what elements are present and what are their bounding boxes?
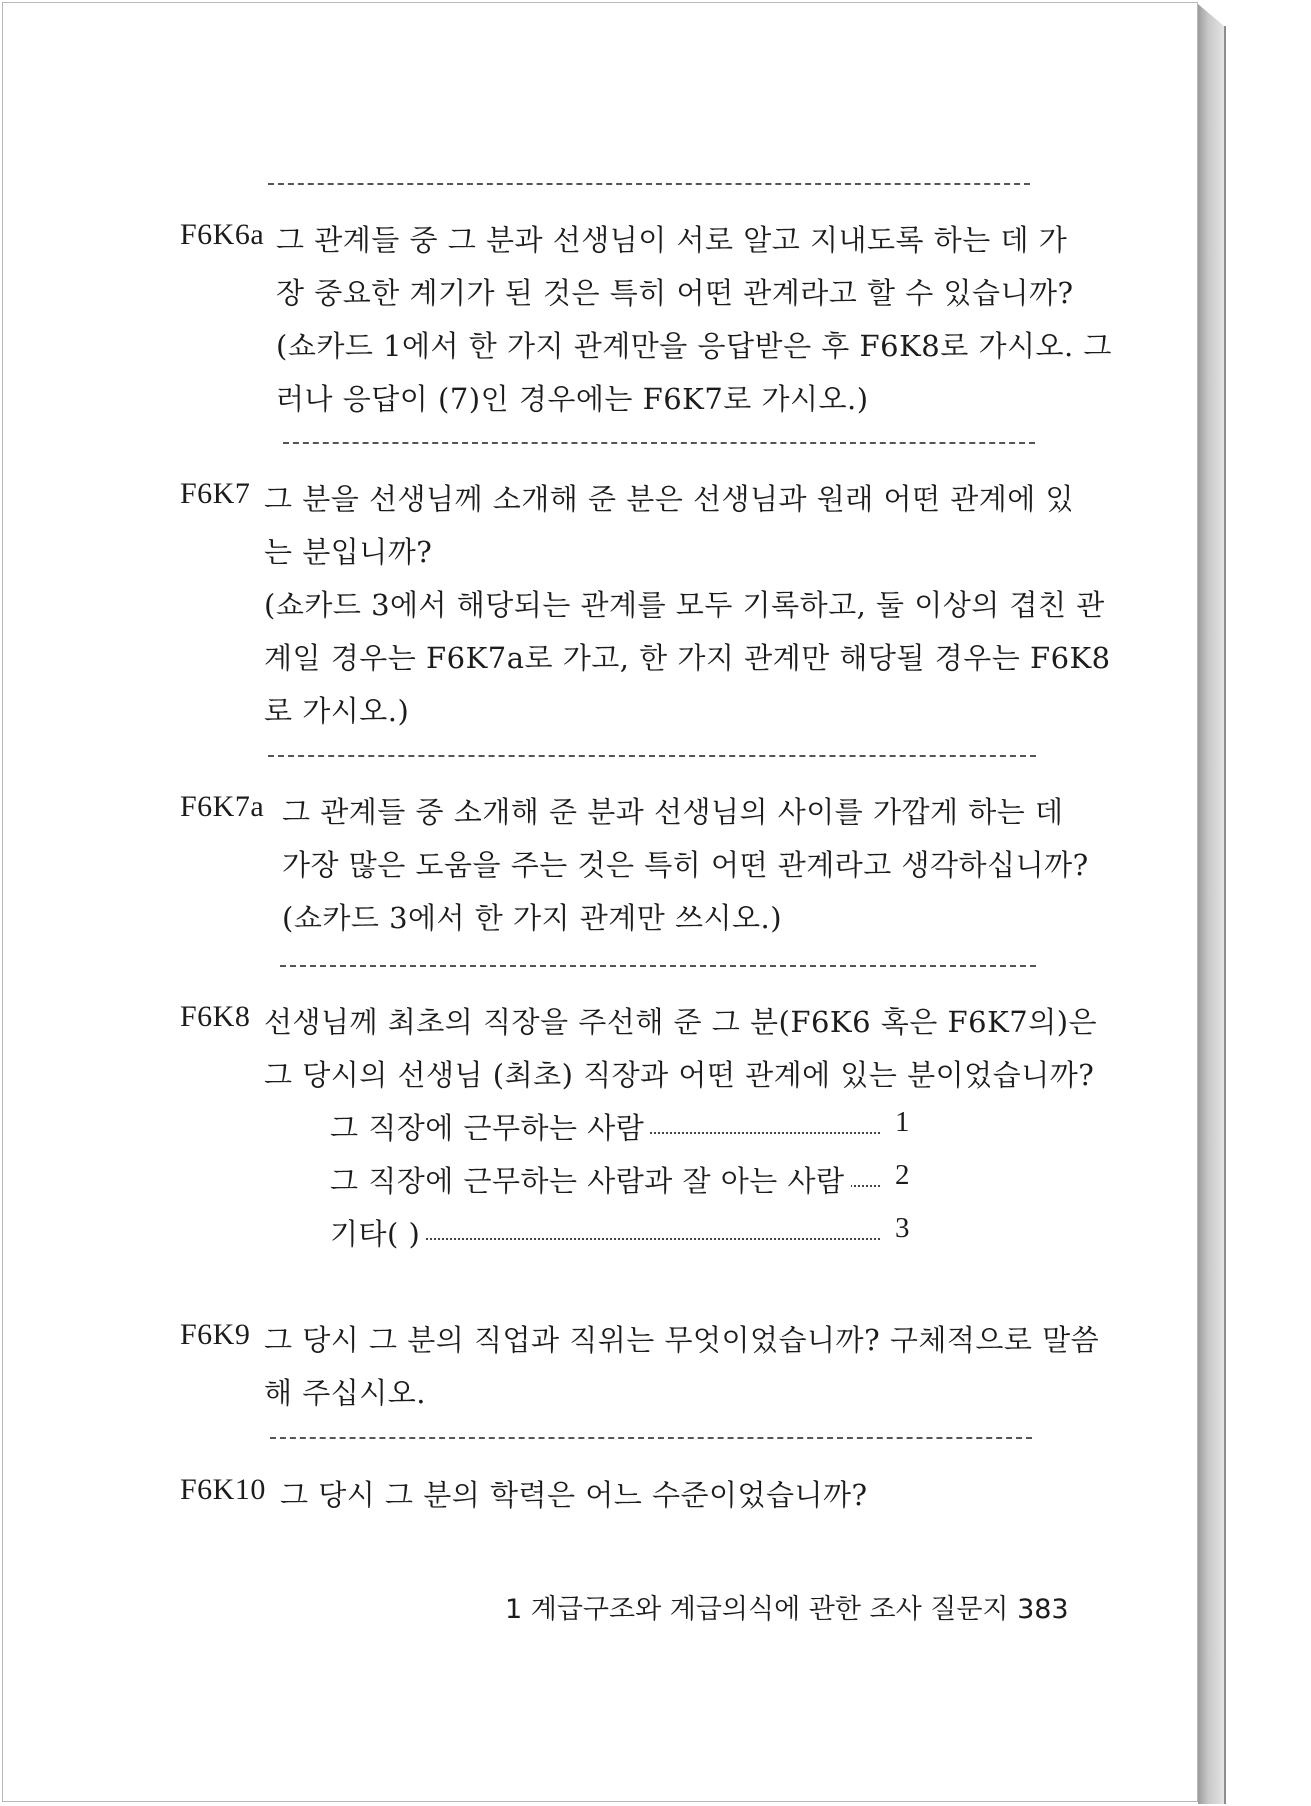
instruction-line: (쇼카드 1에서 한 가지 관계만을 응답받은 후 F6K8로 가시오. 그	[276, 329, 1112, 363]
question-f6k10	[180, 1473, 1040, 1523]
question-f6k9	[180, 1318, 1100, 1418]
dashed-separator	[268, 755, 1036, 757]
question-code: F6K9	[180, 1318, 251, 1351]
question-f6k8	[180, 1000, 1098, 1260]
answer-option-label: 그 직장에 근무하는 사람과 잘 아는 사람	[330, 1159, 851, 1200]
question-code: F6K7a	[180, 790, 265, 823]
answer-option-label: 그 직장에 근무하는 사람	[330, 1106, 650, 1147]
question-code: F6K6a	[180, 218, 265, 251]
question-f6k7	[180, 477, 1111, 728]
dashed-separator	[268, 183, 1030, 185]
answer-option-1	[330, 1106, 910, 1145]
instruction-line: 계일 경우는 F6K7a로 가고, 한 가지 관계만 해당될 경우는 F6K8	[264, 641, 1111, 675]
question-line: 그 분을 선생님께 소개해 준 분은 선생님과 원래 어떤 관계에 있	[264, 482, 1075, 516]
sheet-edge-line	[1224, 26, 1226, 1804]
question-code: F6K8	[180, 1000, 251, 1033]
answer-option-label: 기타( )	[330, 1212, 426, 1253]
question-line: 그 관계들 중 그 분과 선생님이 서로 알고 지내도록 하는 데 가	[276, 223, 1068, 257]
page-footer: 1 계급구조와 계급의식에 관한 조사 질문지 383	[505, 1594, 1069, 1625]
dashed-separator	[283, 442, 1035, 444]
question-line: 장 중요한 계기가 된 것은 특히 어떤 관계라고 할 수 있습니까?	[276, 276, 1074, 310]
question-line: 그 관계들 중 소개해 준 분과 선생님의 사이를 가깝게 하는 데	[282, 795, 1064, 829]
instruction-line: 로 가시오.)	[264, 694, 410, 728]
sheet-edge	[1198, 4, 1224, 1804]
answer-option-2	[330, 1159, 910, 1198]
question-f6k7a	[180, 790, 1089, 940]
question-line: 는 분입니까?	[264, 535, 433, 569]
question-line: 선생님께 최초의 직장을 주선해 준 그 분(F6K6 혹은 F6K7의)은	[264, 1005, 1098, 1039]
question-line: 가장 많은 도움을 주는 것은 특히 어떤 관계라고 생각하십니까?	[282, 848, 1089, 882]
answer-option-number: 3	[891, 1212, 910, 1245]
question-code: F6K7	[180, 477, 251, 510]
question-code: F6K10	[180, 1473, 266, 1506]
question-f6k6a	[180, 218, 1112, 418]
instruction-line: (쇼카드 3에서 한 가지 관계만 쓰시오.)	[282, 901, 783, 935]
instruction-line: (쇼카드 3에서 해당되는 관계를 모두 기록하고, 둘 이상의 겹친 관	[264, 588, 1105, 622]
question-line: 그 당시 그 분의 직업과 직위는 무엇이었습니까? 구체적으로 말씀	[264, 1323, 1100, 1357]
answer-option-number: 1	[891, 1106, 910, 1139]
answer-option-3	[330, 1212, 910, 1251]
dashed-separator	[270, 1437, 1032, 1439]
question-line: 그 당시 그 분의 학력은 어느 수준이었습니까?	[280, 1478, 868, 1512]
question-line: 그 당시의 선생님 (최초) 직장과 어떤 관계에 있는 분이었습니까?	[264, 1058, 1095, 1092]
dashed-separator	[280, 965, 1036, 967]
instruction-line: 러나 응답이 (7)인 경우에는 F6K7로 가시오.)	[276, 382, 869, 416]
answer-option-number: 2	[891, 1159, 910, 1192]
question-line: 해 주십시오.	[264, 1376, 427, 1410]
